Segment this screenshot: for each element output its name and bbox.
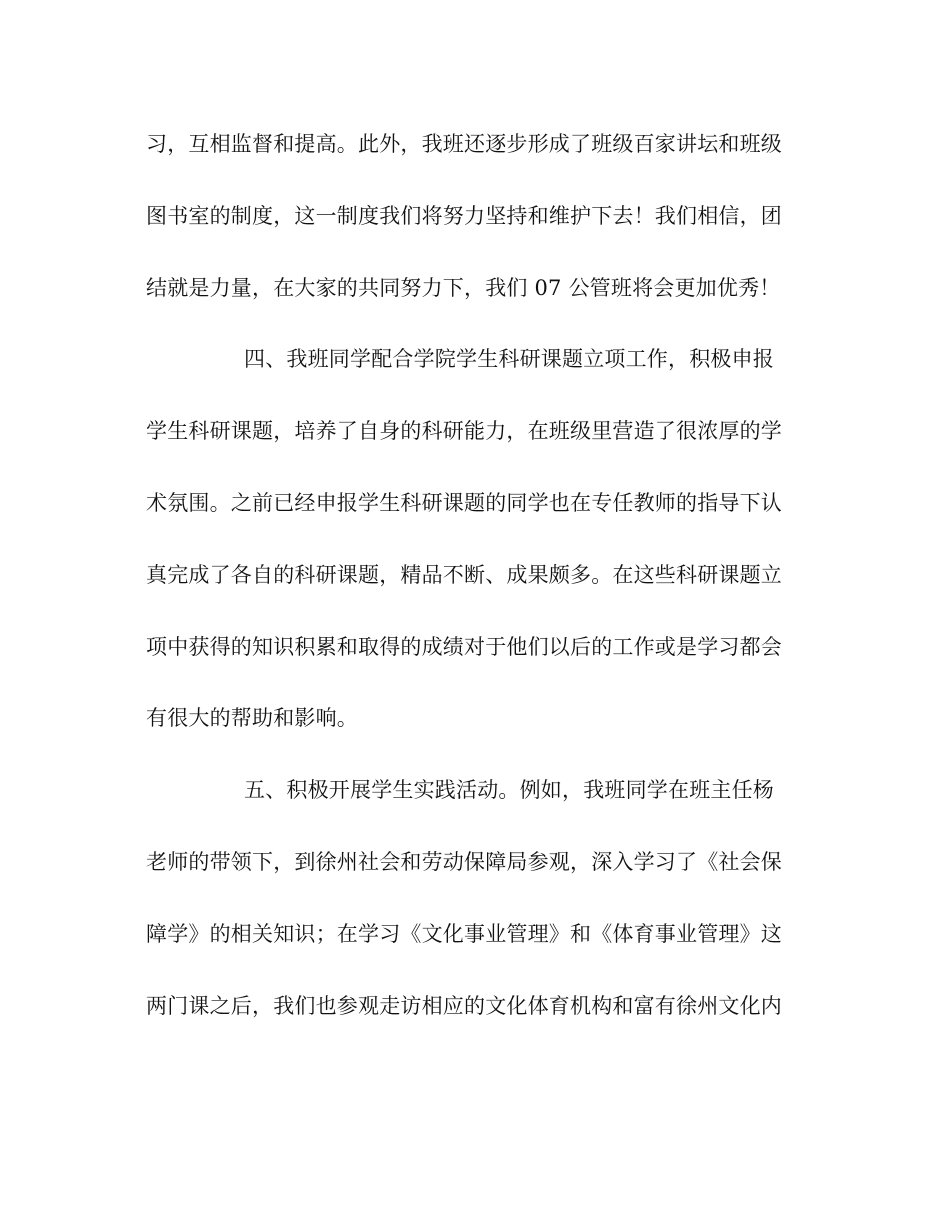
text-line: 学生科研课题，培养了自身的科研能力，在班级里营造了很浓厚的学 <box>146 419 782 444</box>
text-line: 两门课之后，我们也参观走访相应的文化体育机构和富有徐州文化内 <box>146 993 782 1018</box>
text-line: 老师的带领下，到徐州社会和劳动保障局参观，深入学习了《社会保 <box>146 849 782 874</box>
text-line: 术氛围。之前已经申报学生科研课题的同学也在专任教师的指导下认 <box>146 490 782 515</box>
paragraph-start-line: 五、积极开展学生实践活动。例如，我班同学在班主任杨 <box>244 778 774 803</box>
body-text <box>146 124 806 1057</box>
text-line: 项中获得的知识积累和取得的成绩对于他们以后的工作或是学习都会 <box>146 634 782 659</box>
text-line: 结就是力量，在大家的共同努力下，我们 07 公管班将会更加优秀！ <box>146 275 781 300</box>
text-line: 图书室的制度，这一制度我们将努力坚持和维护下去！我们相信，团 <box>146 203 782 228</box>
text-line: 有很大的帮助和影响。 <box>146 706 358 731</box>
text-line: 习，互相监督和提高。此外，我班还逐步形成了班级百家讲坛和班级 <box>146 132 782 156</box>
paragraph-start-line: 四、我班同学配合学院学生科研课题立项工作，积极申报 <box>244 347 774 372</box>
text-line: 障学》的相关知识；在学习《文化事业管理》和《体育事业管理》这 <box>146 921 782 946</box>
text-line: 真完成了各自的科研课题，精品不断、成果颇多。在这些科研课题立 <box>146 562 782 587</box>
